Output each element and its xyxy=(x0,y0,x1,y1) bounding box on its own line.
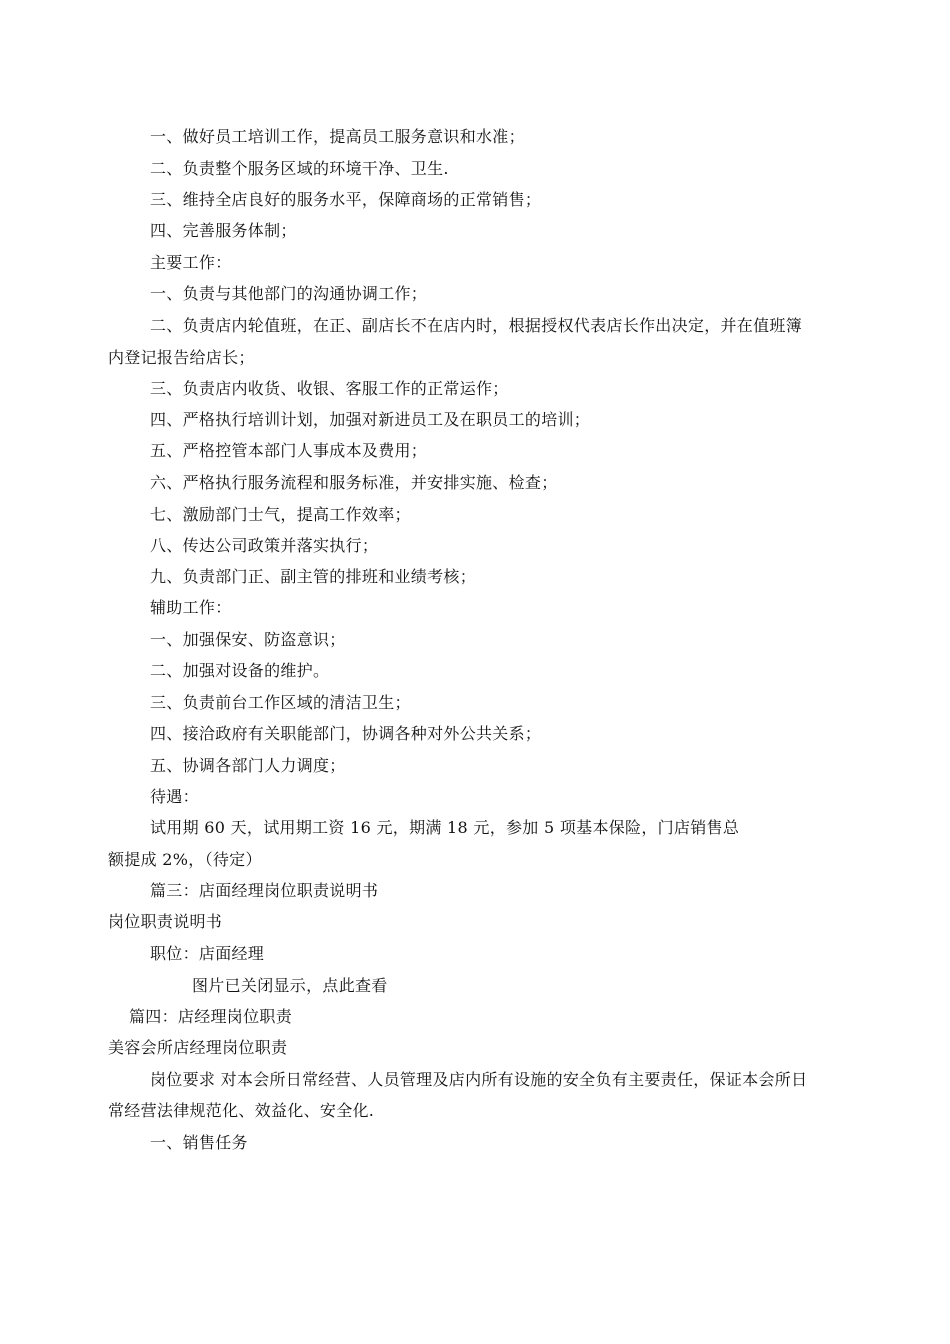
text-line: 五、协调各部门人力调度； xyxy=(150,756,346,775)
text-line: 六、严格执行服务流程和服务标准，并安排实施、检查； xyxy=(150,473,558,492)
article-heading: 篇四：店经理岗位职责 xyxy=(129,1007,293,1026)
text-line: 岗位职责说明书 xyxy=(108,912,223,931)
text-line: 常经营法律规范化、效益化、安全化. xyxy=(108,1101,375,1120)
section-heading: 主要工作： xyxy=(150,253,232,272)
text-line: 七、激励部门士气，提高工作效率； xyxy=(150,505,411,524)
text-line: 二、负责整个服务区域的环境干净、卫生. xyxy=(150,159,449,178)
article-heading: 篇三：店面经理岗位职责说明书 xyxy=(150,881,379,900)
text-line: 八、传达公司政策并落实执行； xyxy=(150,536,379,555)
section-heading: 待遇： xyxy=(150,787,199,806)
text-line: 职位：店面经理 xyxy=(150,944,265,963)
text-line: 四、完善服务体制； xyxy=(150,221,297,240)
text-line: 九、负责部门正、副主管的排班和业绩考核； xyxy=(150,567,477,586)
text-line: 一、做好员工培训工作，提高员工服务意识和水准； xyxy=(150,127,525,146)
text-line: 内登记报告给店长； xyxy=(108,348,255,367)
section-heading: 辅助工作： xyxy=(150,598,232,617)
text-line: 三、维持全店良好的服务水平，保障商场的正常销售； xyxy=(150,190,542,209)
text-line: 额提成 2%，（待定） xyxy=(108,850,262,869)
text-line: 美容会所店经理岗位职责 xyxy=(108,1038,288,1057)
text-line: 三、负责店内收货、收银、客服工作的正常运作； xyxy=(150,379,509,398)
text-line: 一、加强保安、防盗意识； xyxy=(150,630,346,649)
text-line: 二、加强对设备的维护。 xyxy=(150,661,330,680)
text-line: 四、严格执行培训计划，加强对新进员工及在职员工的培训； xyxy=(150,410,591,429)
text-line: 四、接洽政府有关职能部门，协调各种对外公共关系； xyxy=(150,724,542,743)
text-line: 三、负责前台工作区域的清洁卫生； xyxy=(150,693,411,712)
text-line: 二、负责店内轮值班，在正、副店长不在店内时，根据授权代表店长作出决定，并在值班簿 xyxy=(150,316,803,335)
text-line: 五、严格控管本部门人事成本及费用； xyxy=(150,441,428,460)
text-line: 一、负责与其他部门的沟通协调工作； xyxy=(150,284,428,303)
text-line: 一、销售任务 xyxy=(150,1133,248,1152)
text-line: 岗位要求 对本会所日常经营、人员管理及店内所有设施的安全负有主要责任，保证本会所日 xyxy=(150,1070,808,1089)
text-line: 试用期 60 天，试用期工资 16 元，期满 18 元，参加 5 项基本保险，门店销售总 xyxy=(150,818,740,837)
image-placeholder-link[interactable]: 图片已关闭显示，点此查看 xyxy=(192,976,388,995)
